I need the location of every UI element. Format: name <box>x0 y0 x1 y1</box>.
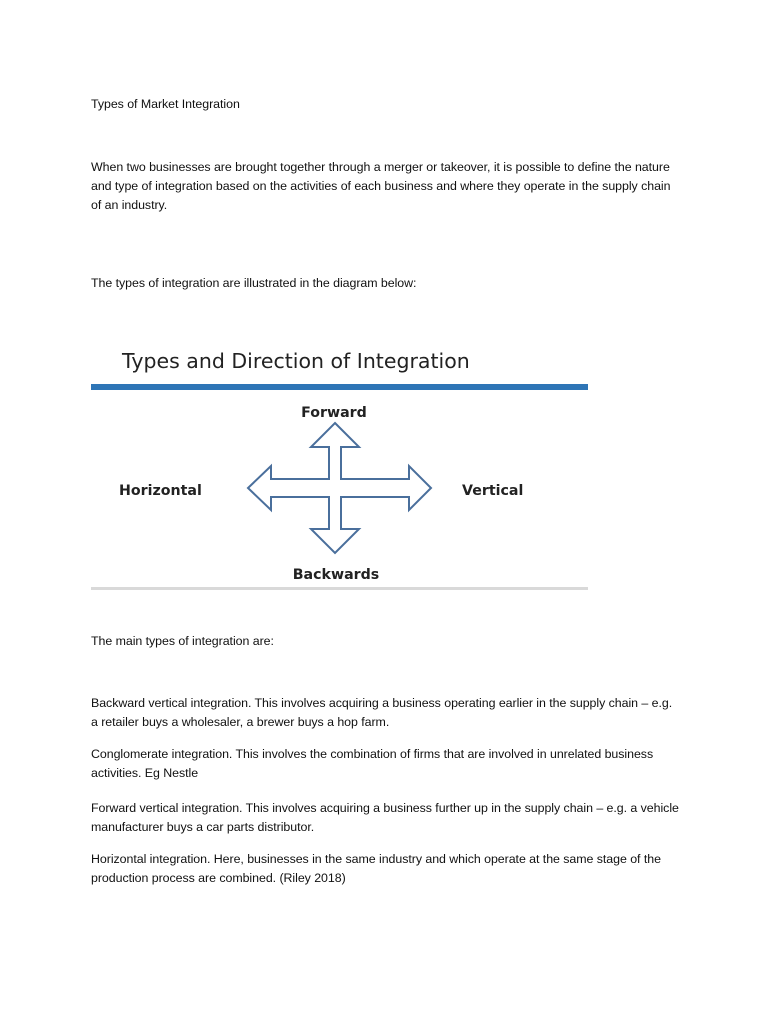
integration-diagram-svg <box>91 336 588 592</box>
item-forward-vertical: Forward vertical integration. This involves acquiring a business further up in the supply chain – e.g. a vehicle manufacturer buys a car parts distributor. <box>91 801 679 834</box>
document-title: Types of Market Integration <box>91 97 240 111</box>
backwards-label: Backwards <box>292 567 380 583</box>
forward-label: Forward <box>301 405 367 421</box>
item-horizontal: Horizontal integration. Here, businesses in the same industry and which operate at the same stage of the production process are combined. (Riley 2018) <box>91 852 661 885</box>
integration-diagram <box>91 336 588 592</box>
diagram-lead-in: The types of integration are illustrated in the diagram below: <box>91 276 417 290</box>
horizontal-label: Horizontal <box>119 483 202 499</box>
intro-paragraph: When two businesses are brought together through a merger or takeover, it is possible to define the nature and type of integration based on the activities of each business and where they operate in the supply chain of an industry. <box>91 160 671 212</box>
vertical-label: Vertical <box>462 483 524 499</box>
item-conglomerate: Conglomerate integration. This involves the combination of firms that are involved in unrelated business activities. Eg Nestle <box>91 747 654 780</box>
diagram-bottom-shadow <box>91 587 588 590</box>
main-types-heading: The main types of integration are: <box>91 634 274 648</box>
diagram-title-divider <box>91 384 588 390</box>
item-backward-vertical: Backward vertical integration. This involves acquiring a business operating earlier in the supply chain – e.g. a retailer buys a wholesaler, a brewer buys a hop farm. <box>91 696 673 729</box>
diagram-title: Types and Direction of Integration <box>122 349 470 373</box>
